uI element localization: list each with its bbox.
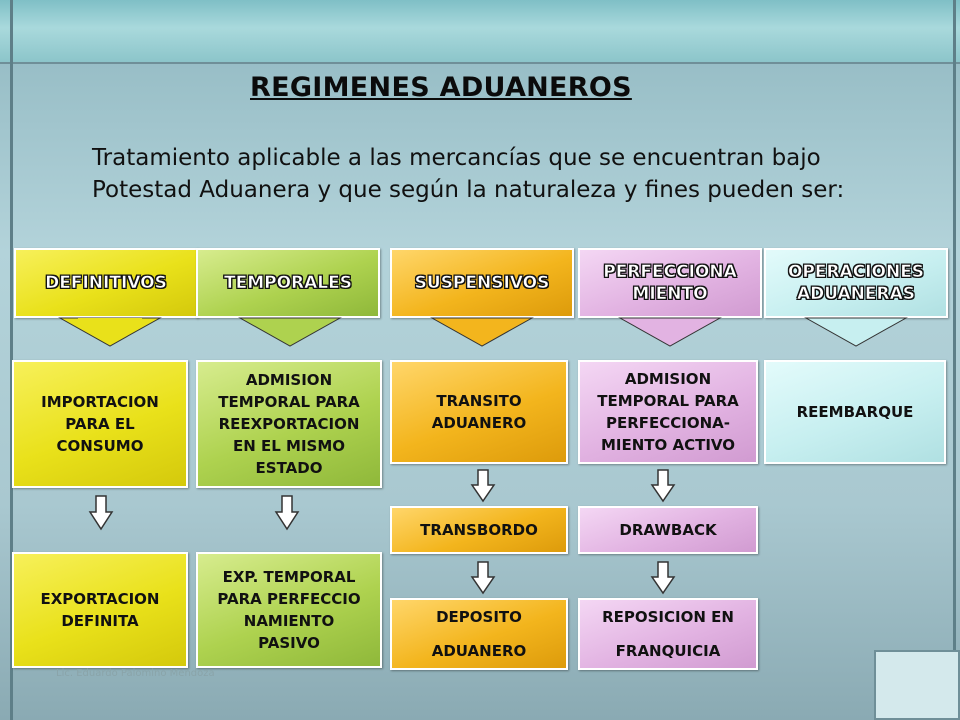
small-down-arrow-icon [652, 470, 674, 502]
box-line: DEPOSITO [436, 608, 522, 626]
box-importacion-consumo [12, 360, 188, 488]
box-line: TEMPORAL PARA [218, 393, 360, 411]
box-admision-temporal-reexportacion [196, 360, 382, 488]
box-drawback [578, 506, 758, 554]
small-down-arrow-icon [472, 470, 494, 502]
box-line: NAMIENTO [243, 612, 335, 630]
down-arrow-icon [806, 318, 906, 348]
box-line: ADMISION [624, 370, 712, 388]
header-definitivos-label: DEFINITIVOS [45, 273, 167, 293]
corner-block [874, 650, 960, 720]
box-reembarque [764, 360, 946, 464]
box-line: DRAWBACK [619, 521, 717, 539]
box-line: ESTADO [255, 459, 323, 477]
box-transbordo [390, 506, 568, 554]
header-suspensivos-label: SUSPENSIVOS [414, 273, 550, 293]
header-operaciones-line-1: OPERACIONES [787, 262, 925, 282]
box-reposicion-franquicia [578, 598, 758, 670]
box-line: DEFINITA [61, 612, 139, 630]
subtitle-line-1: Tratamiento aplicable a las mercancías que se encuentran bajo [92, 145, 821, 171]
header-operaciones-aduaneras [764, 248, 948, 318]
header-operaciones-line-2: ADUANERAS [796, 284, 916, 304]
header-temporales [196, 248, 380, 318]
down-arrow-icon [60, 318, 160, 348]
box-transito-aduanero [390, 360, 568, 464]
box-line: REPOSICION EN [602, 608, 734, 626]
header-definitivos [14, 248, 198, 318]
small-down-arrow-icon [472, 562, 494, 594]
box-line: IMPORTACION [41, 393, 159, 411]
header-perfeccionamiento [578, 248, 762, 318]
small-down-arrow-icon [276, 496, 298, 530]
box-line: TEMPORAL PARA [597, 392, 739, 410]
box-admision-temporal-perfeccionamiento [578, 360, 758, 464]
title-bar-band [0, 0, 960, 64]
header-temporales-label: TEMPORALES [224, 273, 352, 293]
page-title: REGIMENES ADUANEROS [250, 72, 632, 103]
box-exp-temporal-perfeccionamiento [196, 552, 382, 668]
header-suspensivos [390, 248, 574, 318]
box-line: FRANQUICIA [615, 642, 721, 660]
down-arrow-icon [240, 318, 340, 348]
box-line: PARA PERFECCIO [217, 590, 361, 608]
box-line: PASIVO [258, 634, 320, 652]
small-down-arrow-icon [652, 562, 674, 594]
box-line: ADUANERO [431, 642, 527, 660]
down-arrow-icon [432, 318, 532, 348]
header-perfeccionamiento-line-2: MIENTO [632, 284, 708, 304]
box-line: ADUANERO [431, 414, 527, 432]
box-line: TRANSBORDO [420, 521, 538, 539]
box-line: TRANSITO [436, 392, 522, 410]
subtitle [92, 142, 892, 206]
box-line: REEMBARQUE [796, 403, 914, 421]
box-line: EN EL MISMO [232, 437, 346, 455]
footer-author: Lic. Eduardo Palomino Mendoza [56, 668, 215, 679]
box-line: MIENTO ACTIVO [600, 436, 736, 454]
box-exportacion-definita [12, 552, 188, 668]
box-line: CONSUMO [56, 437, 144, 455]
box-line: ADMISION [245, 371, 333, 389]
subtitle-line-2: Potestad Aduanera y que según la naturaleza y fines pueden ser: [92, 177, 845, 203]
down-arrow-icon [620, 318, 720, 348]
header-perfeccionamiento-line-1: PERFECCIONA [603, 262, 737, 282]
box-deposito-aduanero [390, 598, 568, 670]
box-line: PARA EL [65, 415, 135, 433]
box-line: EXP. TEMPORAL [222, 568, 356, 586]
small-down-arrow-icon [90, 496, 112, 530]
box-line: EXPORTACION [40, 590, 160, 608]
box-line: PERFECCIONA- [605, 414, 730, 432]
box-line: REEXPORTACION [218, 415, 360, 433]
